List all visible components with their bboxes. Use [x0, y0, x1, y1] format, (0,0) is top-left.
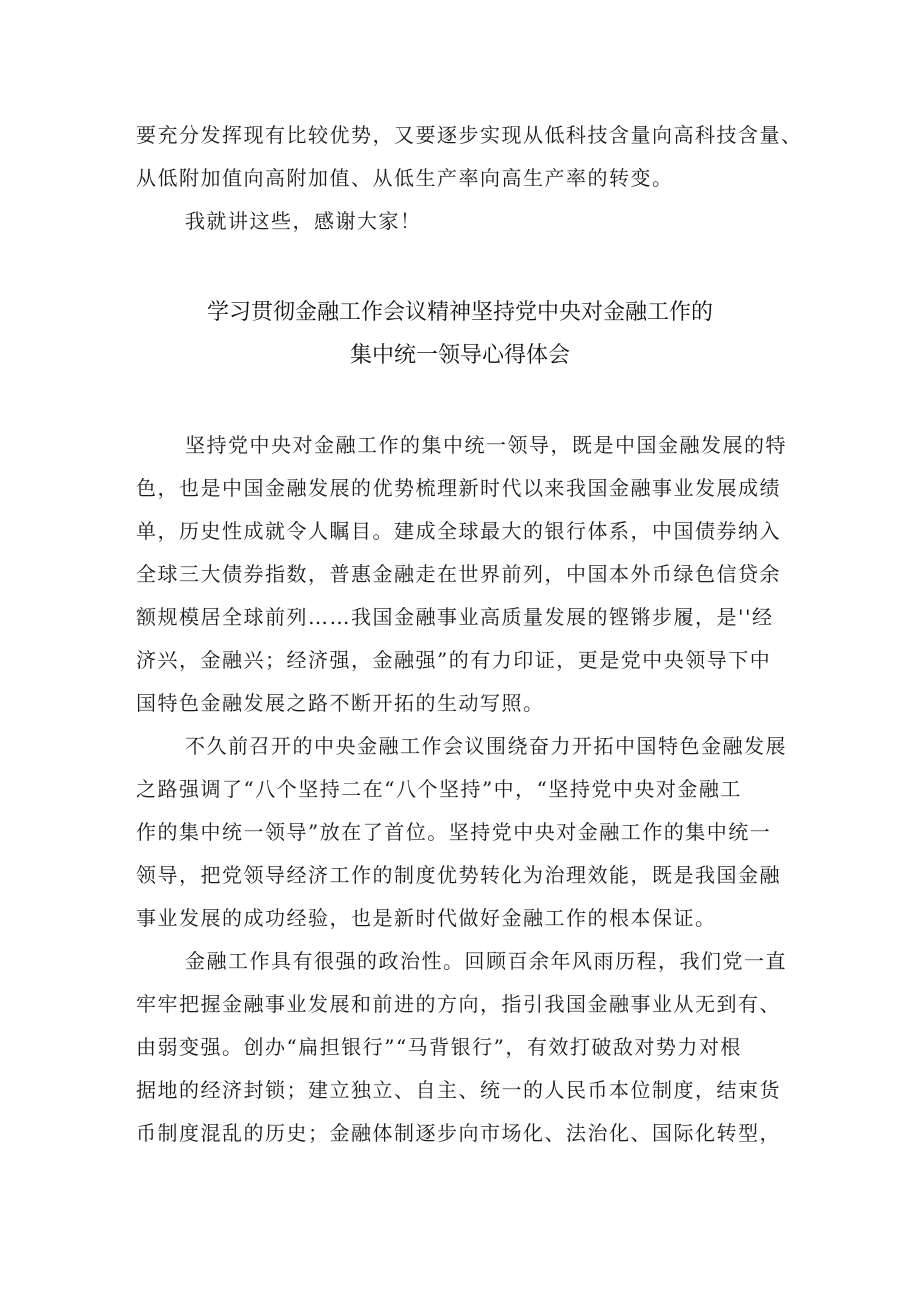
paragraph-line: 单，历史性成就令人瞩目。建成全球最大的银行体系，中国债券纳入	[136, 519, 781, 543]
paragraph-line: 国特色金融发展之路不断开拓的生动写照。	[136, 691, 545, 715]
closing-line: 我就讲这些，感谢大家！	[185, 209, 422, 233]
paragraph-line: 领导，把党领导经济工作的制度优势转化为治理效能，既是我国金融	[136, 863, 781, 887]
paragraph-line: 额规模居全球前列……我国金融事业高质量发展的铿锵步履，是''经	[136, 605, 774, 629]
paragraph-line: 全球三大债券指数，普惠金融走在世界前列，中国本外币绿色信贷余	[136, 562, 781, 586]
paragraph-line: 金融工作具有很强的政治性。回顾百余年风雨历程，我们党一直	[185, 949, 787, 973]
paragraph-line: 色，也是中国金融发展的优势梳理新时代以来我国金融事业发展成绩	[136, 476, 781, 500]
paragraph-line: 不久前召开的中央金融工作会议围绕奋力开拓中国特色金融发展	[185, 734, 787, 758]
paragraph-line: 牢牢把握金融事业发展和前进的方向，指引我国金融事业从无到有、	[136, 992, 781, 1016]
paragraph-line: 之路强调了“八个坚持二在“八个坚持”中，“坚持党中央对金融工	[136, 777, 742, 801]
paragraph-line: 济兴，金融兴；经济强，金融强”的有力印证，更是党中央领导下中	[136, 648, 772, 672]
continuation-line: 从低附加值向高附加值、从低生产率向高生产率的转变。	[136, 166, 674, 190]
article-title-line-2: 集中统一领导心得体会	[349, 343, 570, 368]
paragraph-line: 坚持党中央对金融工作的集中统一领导，既是中国金融发展的特	[185, 433, 787, 457]
paragraph-line: 作的集中统一领导”放在了首位。坚持党中央对金融工作的集中统一	[136, 820, 772, 844]
paragraph-line: 由弱变强。创办“扁担银行”“马背银行”，有效打破敌对势力对根	[136, 1035, 742, 1059]
continuation-line: 要充分发挥现有比较优势，又要逐步实现从低科技含量向高科技含量、	[136, 123, 803, 147]
paragraph-line: 据地的经济封锁；建立独立、自主、统一的人民币本位制度，结束货	[136, 1078, 781, 1102]
article-title-line-1: 学习贯彻金融工作会议精神坚持党中央对金融工作的	[206, 300, 713, 325]
paragraph-line: 事业发展的成功经验，也是新时代做好金融工作的根本保证。	[136, 906, 717, 930]
paragraph-line: 币制度混乱的历史；金融体制逐步向市场化、法治化、国际化转型，	[136, 1121, 781, 1145]
